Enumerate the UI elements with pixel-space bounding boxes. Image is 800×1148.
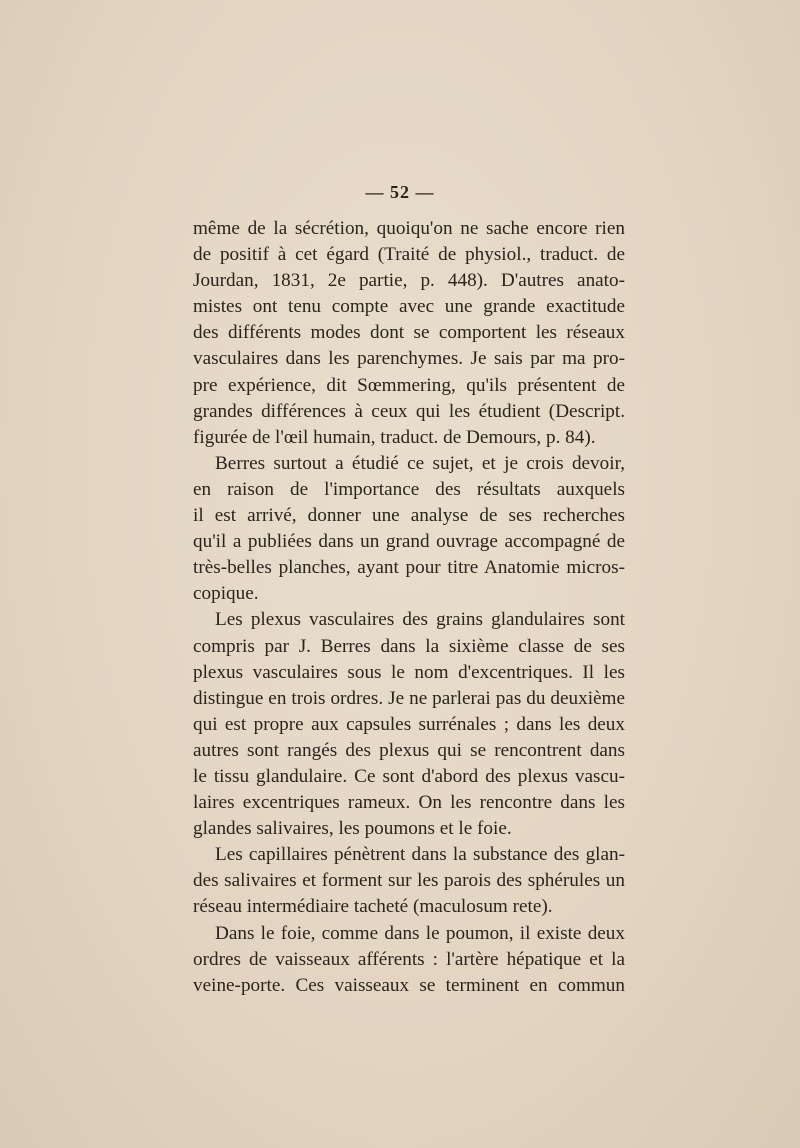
text-line: il est arrivé, donner une analyse de ses recherches	[193, 505, 625, 527]
text-line: Les capillaires pénètrent dans la substance des glan-	[215, 844, 625, 866]
text-line: ordres de vaisseaux afférents : l'artère hépatique et la	[193, 948, 625, 970]
paragraph	[193, 451, 625, 608]
text-line: des salivaires et forment sur les parois des sphérules un	[193, 870, 625, 892]
text-line: Les plexus vasculaires des grains glandulaires sont	[215, 609, 625, 631]
text-line: mistes ont tenu compte avec une grande exactitude	[193, 296, 625, 318]
text-line: des différents modes dont se comportent les réseaux	[193, 322, 625, 344]
text-line: plexus vasculaires sous le nom d'excentriques. Il les	[193, 661, 625, 683]
page-number: — 52 —	[365, 182, 435, 202]
text-line: vasculaires dans les parenchymes. Je sais par ma pro-	[193, 348, 625, 370]
paragraph	[193, 921, 625, 999]
text-line: de positif à cet égard (Traité de physiol., traduct. de	[193, 244, 625, 266]
text-line: compris par J. Berres dans la sixième classe de ses	[193, 635, 625, 657]
text-line: le tissu glandulaire. Ce sont d'abord des plexus vascu-	[193, 765, 625, 787]
text-line: même de la sécrétion, quoiqu'on ne sache encore rien	[193, 218, 625, 239]
text-line: très-belles planches, ayant pour titre Anatomie micros-	[193, 557, 625, 579]
body-text	[193, 216, 625, 999]
text-line: Berres surtout a étudié ce sujet, et je crois devoir,	[215, 452, 625, 474]
text-line: distingue en trois ordres. Je ne parlerai pas du deuxième	[193, 687, 625, 709]
text-line: copique.	[193, 583, 259, 605]
text-line: Jourdan, 1831, 2e partie, p. 448). D'autres anato-	[193, 270, 625, 292]
text-line: grandes différences à ceux qui les étudient (Descript.	[193, 400, 625, 422]
text-line: réseau intermédiaire tacheté (maculosum rete).	[193, 896, 553, 918]
text-line: laires excentriques rameux. On les rencontre dans les	[193, 792, 625, 814]
paragraph	[193, 607, 625, 842]
text-line: qui est propre aux capsules surrénales ; dans les deux	[193, 713, 625, 735]
paragraph	[193, 216, 625, 451]
text-line: veine-porte. Ces vaisseaux se terminent en commun	[193, 974, 625, 996]
text-line: Dans le foie, comme dans le poumon, il existe deux	[215, 922, 625, 944]
text-line: pre expérience, dit Sœmmering, qu'ils présentent de	[193, 374, 625, 396]
text-line: glandes salivaires, les poumons et le foie.	[193, 818, 512, 840]
paragraph	[193, 842, 625, 920]
text-line: qu'il a publiées dans un grand ouvrage accompagné de	[193, 531, 625, 553]
text-line: en raison de l'importance des résultats auxquels	[193, 478, 625, 500]
text-line: autres sont rangés des plexus qui se rencontrent dans	[193, 739, 625, 761]
text-line: figurée de l'œil humain, traduct. de Demours, p. 84).	[193, 426, 596, 448]
